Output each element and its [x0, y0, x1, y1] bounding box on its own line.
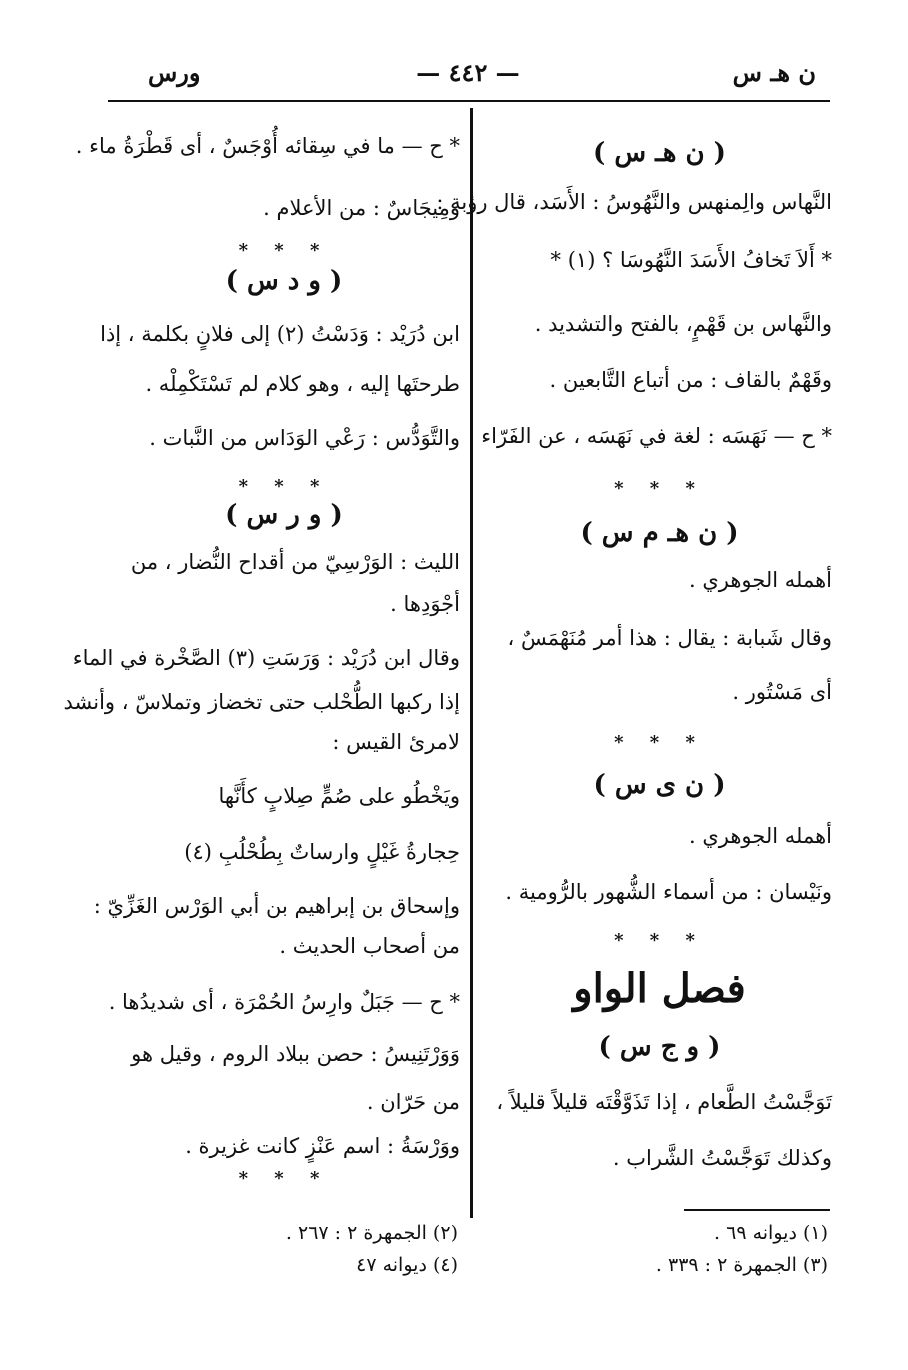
- section-separator: * * *: [238, 1168, 330, 1189]
- text-line: والتَّوَدُّس : رَعْي الوَدَاس من النَّبات .: [149, 426, 460, 450]
- text-line: ابن دُرَيْد : وَدَسْتُ (٢) إلى فلانٍ بكلمة ، إذا: [100, 322, 460, 346]
- entry-heading: ( و ر س ): [225, 500, 343, 530]
- header-rule: [108, 100, 830, 102]
- text-line: ويَخْطُو على صُمٍّ صِلابٍ كأَنَّها: [218, 784, 460, 808]
- entry-heading: ( و د س ): [225, 266, 343, 296]
- section-separator: * * *: [614, 478, 705, 499]
- text-line: أهمله الجوهري .: [688, 824, 832, 848]
- entry-heading: ( ن هـ م س ): [580, 518, 739, 548]
- text-line: وقال شَبابة : يقال : هذا أمر مُنَهْمَسٌ ،: [507, 626, 832, 650]
- text-line: النَّهاس والِمنهس والنَّهُوسُ : الأَسَد، قال رؤبة :: [436, 190, 832, 214]
- text-line: والنَّهاس بن قَهْمٍ، بالفتح والتشديد .: [534, 312, 832, 336]
- text-line: وكذلك تَوَجَّسْتُ الشَّراب .: [612, 1146, 832, 1170]
- header-root-left: ورس: [148, 58, 201, 87]
- section-separator: * * *: [614, 930, 705, 951]
- footnote-4: (٤) ديوانه ٤٧: [356, 1254, 458, 1276]
- text-line: أجْوَدِها .: [390, 592, 460, 616]
- text-line: * أَلاَ تَخافُ الأَسَدَ النَّهُوسَا ؟ (١) *: [550, 248, 832, 272]
- text-line: أهمله الجوهري .: [688, 568, 832, 592]
- footnote-rule: [684, 1209, 830, 1211]
- text-line: ومِيجَاسٌ : من الأعلام .: [263, 196, 460, 220]
- header-root-right: ن هـ س: [732, 58, 816, 87]
- footnote-2: (٢) الجمهرة ٢ : ٢٦٧ .: [285, 1222, 458, 1244]
- text-line: إذا ركبها الطُّحْلب حتى تخضاز وتملاسّ ، وأنشد: [63, 690, 460, 714]
- text-line: من أصحاب الحديث .: [279, 934, 460, 958]
- footnote-1: (١) ديوانه ٦٩ .: [714, 1222, 828, 1244]
- text-line: أى مَسْتُور .: [732, 680, 832, 704]
- text-line: وإسحاق بن إبراهيم بن أبي الوَرْس الغَزِّيّ :: [93, 894, 460, 918]
- page-number: — ٤٤٢ —: [416, 58, 520, 87]
- text-line: وقَهْمٌ بالقاف : من أتباع التَّابعين .: [549, 368, 832, 392]
- column-divider: [470, 108, 473, 1218]
- text-line: * ح — ما في سِقائه أُوْجَسٌ ، أى قَطْرَةُ ماء .: [75, 134, 460, 158]
- text-line: ونَيْسان : من أسماء الشُّهور بالرُّومية .: [505, 880, 832, 904]
- text-line: * ح — جَبَلٌ وارِسُ الحُمْرَة ، أى شديدُها .: [108, 990, 460, 1014]
- footnote-3: (٣) الجمهرة ٢ : ٣٣٩ .: [655, 1254, 828, 1276]
- text-line: * ح — نَهَسَه : لغة في نَهَسَه ، عن الفَرّاء .: [467, 424, 832, 448]
- text-line: حِجارةُ غَيْلٍ وارساتٌ بِطُحْلُبِ (٤): [184, 840, 460, 864]
- page-header: [108, 52, 828, 100]
- entry-heading: ( و ج س ): [598, 1032, 721, 1062]
- text-line: من حَرّان .: [366, 1090, 460, 1114]
- entry-heading: ( ن ى س ): [593, 770, 726, 800]
- entry-heading: ( ن هـ س ): [593, 138, 726, 168]
- text-line: وقال ابن دُرَيْد : وَرَسَتِ (٣) الصَّخْرة في الماء: [72, 646, 460, 670]
- text-line: لامرئ القيس :: [332, 730, 460, 754]
- text-line: وَوَرْتَنِيسُ : حصن ببلاد الروم ، وقيل هو: [131, 1042, 460, 1066]
- text-line: تَوَجَّسْتُ الطَّعام ، إذا تَذَوَّقْتَه قليلاً قليلاً ،: [496, 1090, 832, 1114]
- section-separator: * * *: [238, 476, 330, 497]
- text-line: طرحتَها إليه ، وهو كلام لم تَسْتَكْمِلْه .: [145, 372, 460, 396]
- text-line: ووَرْسَةُ : اسم عَنْزٍ كانت غزيرة .: [185, 1134, 460, 1158]
- chapter-heading: فصل الواو: [573, 965, 746, 1012]
- text-line: الليث : الوَرْسِيّ من أقداح النُّضار ، من: [130, 550, 460, 574]
- section-separator: * * *: [238, 240, 330, 261]
- section-separator: * * *: [614, 732, 705, 753]
